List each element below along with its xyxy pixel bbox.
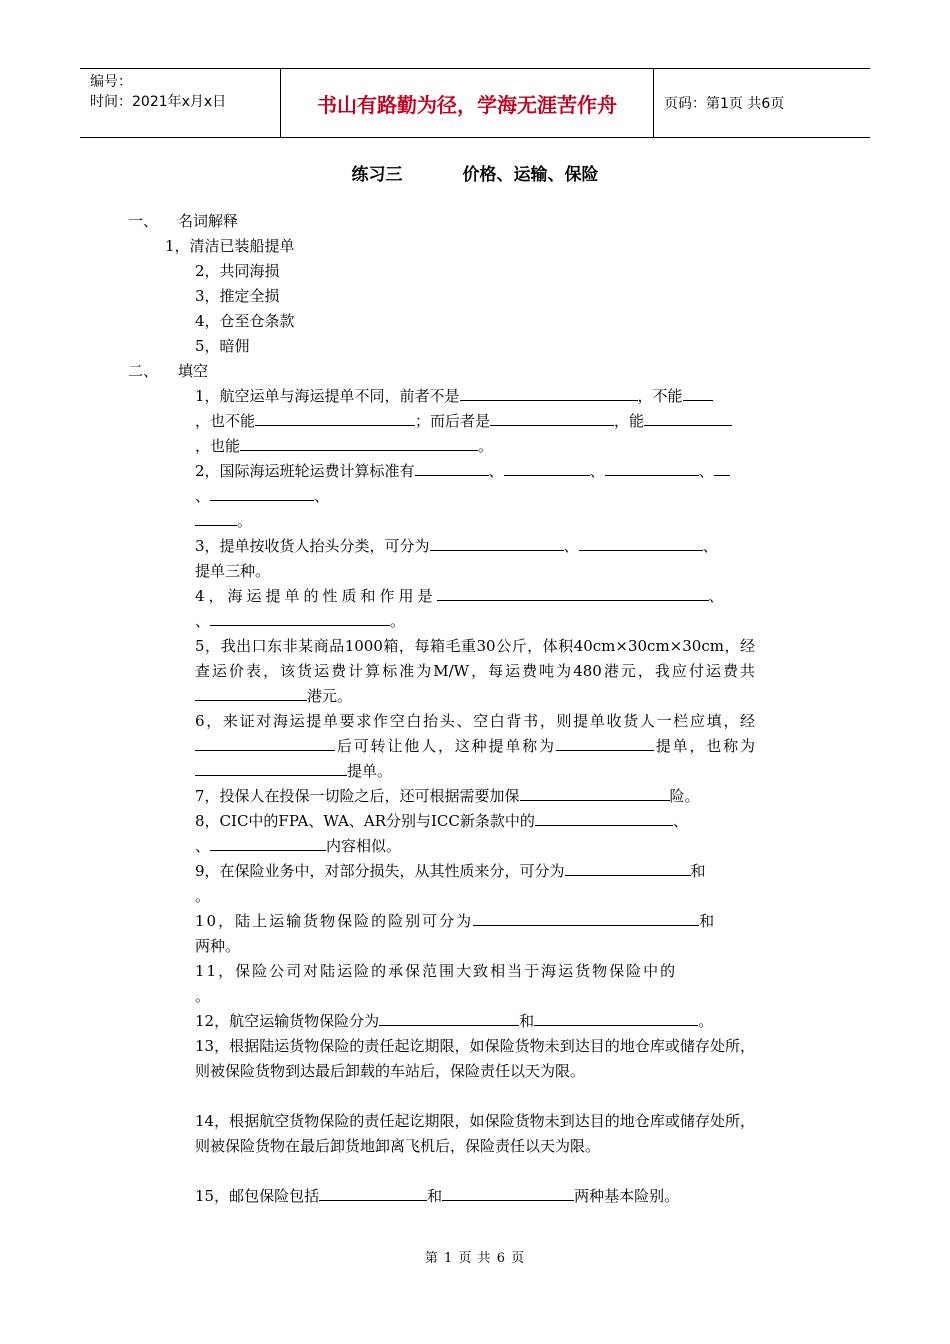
- list-item: 2，共同海损: [195, 262, 280, 280]
- header-meta: [80, 69, 281, 137]
- title-right: 价格、运输、保险: [462, 165, 599, 185]
- list-item: 4，仓至仓条款: [195, 312, 295, 330]
- question-2: 2，国际海运班轮运费计算标准有 、 、 、 、 、 。: [195, 459, 755, 534]
- question-9: 9，在保险业务中，对部分损失，从其性质来分，可分为 和 。: [195, 862, 706, 905]
- list-item: 1，清洁已装船提单: [165, 237, 295, 255]
- section2-heading: 填空: [178, 362, 209, 380]
- question-13: 13，根据陆运货物保险的责任起讫期限，如保险货物未到达目的地仓库或储存处所，则被保险货物到达最后卸载的车站后，保险责任以天为限。: [195, 1037, 755, 1080]
- question-12: 12，航空运输货物保险分为 和 。: [195, 1012, 714, 1030]
- question-10: 10，陆上运输货物保险的险别可分为 和 两种。: [195, 912, 715, 955]
- question-3: 3，提单按收货人抬头分类，可分为 、 、 提单三种。: [195, 537, 718, 580]
- list-item: 3，推定全损: [195, 287, 280, 305]
- question-5: 5，我出口东非某商品1000箱，每箱毛重30公斤，体积40cm×30cm×30cm，经查运价表，该货运费计算标准为M/W，每运费吨为480港元，我应付运费共港元。: [195, 637, 755, 705]
- question-4: 4，海运提单的性质和作用是 、 、 。: [195, 587, 724, 630]
- page-title: [0, 160, 950, 185]
- list-item: 5，暗佣: [195, 337, 250, 355]
- section2-num: 二、: [128, 362, 159, 380]
- question-1: 1，航空运单与海运提单不同，前者不是 ，不能 ，也不能 ；而后者是 ，能 ，也能 。: [195, 384, 755, 459]
- question-7: 7，投保人在投保一切险之后，还可根据需要加保 险。: [195, 787, 700, 805]
- question-15: 15，邮包保险包括 和 两种基本险别。: [195, 1187, 680, 1205]
- document-header: [80, 68, 870, 138]
- time-label: 时间：2021年x月x日: [90, 94, 227, 110]
- title-left: 练习三: [351, 165, 403, 185]
- question-6: 6，来证对海运提单要求作空白抬头、空白背书，则提单收货人一栏应填，经后可转让他人，这种提单称为 提单，也称为提单。: [195, 712, 755, 780]
- page-info: 页码：第1页 共6页: [664, 96, 785, 112]
- section1-heading: 名词解释: [178, 212, 239, 230]
- page-footer: 第 1 页 共 6 页: [424, 1251, 526, 1266]
- question-11: 11，保险公司对陆运险的承保范围大致相当于海运货物保险中的 。: [195, 962, 678, 1005]
- motto: 书山有路勤为径，学海无涯苦作舟: [281, 69, 654, 137]
- number-label: 编号：: [90, 74, 132, 90]
- question-14: 14，根据航空货物保险的责任起讫期限，如保险货物未到达目的地仓库或储存处所，则被保险货物在最后卸货地卸离飞机后，保险责任以天为限。: [195, 1112, 755, 1155]
- section1-num: 一、: [128, 212, 159, 230]
- question-8: 8，CIC中的FPA、WA、AR分别与ICC新条款中的 、 、 内容相似。: [195, 812, 688, 855]
